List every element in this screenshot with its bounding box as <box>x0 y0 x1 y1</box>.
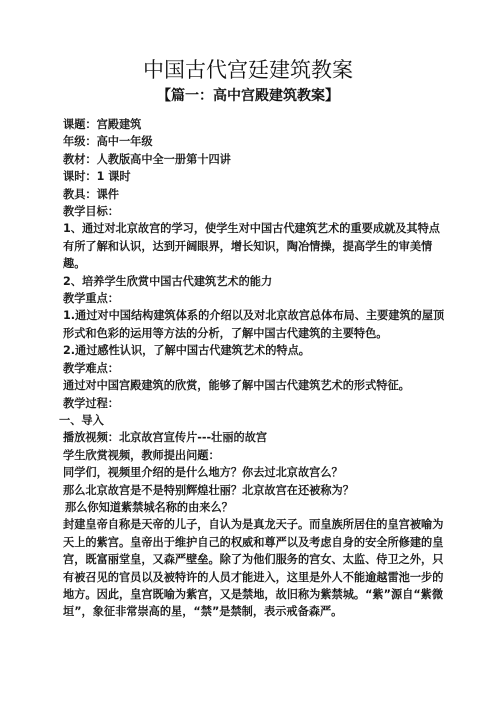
class-hours: 课时：1 课时 <box>63 170 131 184</box>
textbook: 教材：人教版高中全一册第十四讲 <box>63 152 231 166</box>
process-step-intro: 一、导入 <box>59 413 104 427</box>
section-heading-process: 教学过程： <box>63 396 119 410</box>
grade-level: 年级：高中一年级 <box>63 135 153 149</box>
teaching-aids: 教具：课件 <box>63 187 119 201</box>
document-body <box>59 116 448 621</box>
process-question-intro: 学生欣赏视频，教师提出问题： <box>63 448 220 462</box>
difficulty-1: 通过对中国宫殿建筑的欣赏，能够了解中国古代建筑艺术的形式特征。 <box>63 379 410 393</box>
process-question-1: 同学们，视频里介绍的是什么地方？你去过北京故宫么？ <box>63 466 343 480</box>
process-question-3: 那么你知道紫禁城名称的由来么？ <box>65 500 233 514</box>
lesson-topic: 课题：宫殿建筑 <box>63 118 142 131</box>
document-subtitle: 【篇一：高中宫殿建筑教案】 <box>157 88 339 104</box>
forbidden-city-explanation: 封建皇帝自称是天帝的儿子，自认为是真龙天子。而皇族所居住的皇宫被喻为天上的紫宫。皇帝出于维护自己的权威和尊严以及考虑自身的安全所修建的皇宫，既富丽堂皇，又森严壁垒。除了为他们服务的宫女、太监、侍卫之外，只有被召见的官员以及被特许的人员才能进入，这里是外人不能逾越雷池一步的地方。因此，皇宫既喻为紫宫，又是禁地，故旧称为紫禁城。“紫”源自“紫微垣”，象征非常崇高的星，“禁”是禁制，表示戒备森严。 <box>63 518 444 619</box>
section-heading-objectives: 教学目标： <box>63 205 119 219</box>
process-video: 播放视频：北京故宫宣传片---壮丽的故宫 <box>63 431 268 445</box>
key-point-2: 2.通过感性认识，了解中国古代建筑艺术的特点。 <box>63 344 310 358</box>
section-heading-difficulties: 教学难点： <box>63 361 119 375</box>
section-heading-key-points: 教学重点： <box>63 292 119 306</box>
document-title: 中国古代宫廷建筑教案 <box>143 58 353 82</box>
key-point-1: 1.通过对中国结构建筑体系的介绍以及对北京故宫总体布局、主要建筑的屋顶形式和色彩的运用等方法的分析，了解中国古代建筑的主要特色。 <box>63 309 445 340</box>
objective-2: 2、培养学生欣赏中国古代建筑艺术的能力 <box>63 274 273 288</box>
process-question-2: 那么北京故宫是不是特别辉煌壮丽？北京故宫在还被称为？ <box>63 483 354 497</box>
objective-1: 1、通过对北京故宫的学习，使学生对中国古代建筑艺术的重要成就及其特点有所了解和认识，达到开阔眼界，增长知识，陶冶情操，提高学生的审美情趣。 <box>63 222 440 271</box>
